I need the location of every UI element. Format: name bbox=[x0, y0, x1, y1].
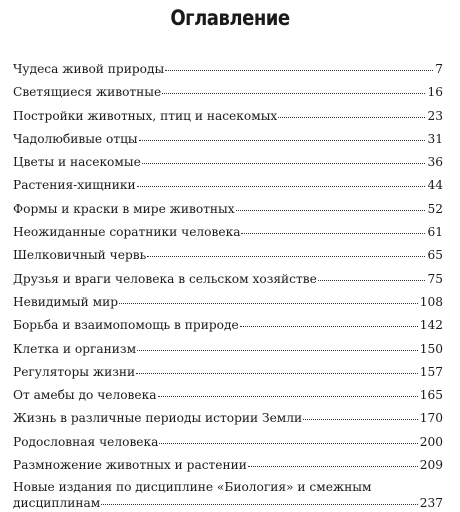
toc-entry-label: Чадолюбивые отцы bbox=[13, 131, 138, 146]
toc-entry-label: Родословная человека bbox=[13, 434, 159, 449]
toc-entry-label: Неожиданные соратники человека bbox=[13, 225, 241, 240]
toc-entry[interactable] bbox=[13, 247, 443, 270]
toc-entry-label: Светящиеся животные bbox=[13, 85, 162, 100]
toc-entry[interactable] bbox=[13, 341, 443, 364]
toc-entry[interactable] bbox=[13, 177, 443, 200]
toc-entry-page: 61 bbox=[427, 225, 443, 240]
toc-entry-label: Формы и краски в мире животных bbox=[13, 201, 235, 216]
dot-leader bbox=[142, 163, 426, 164]
dot-leader bbox=[139, 140, 426, 141]
dot-leader bbox=[240, 326, 418, 327]
dot-leader bbox=[318, 280, 426, 281]
toc-entry[interactable] bbox=[13, 84, 443, 107]
toc-entry-label: Размножение животных и растении bbox=[13, 458, 247, 473]
toc-entry-page: 7 bbox=[435, 62, 443, 76]
toc-entry-label: Чудеса живой природы bbox=[13, 62, 165, 76]
toc-entry[interactable] bbox=[13, 201, 443, 224]
dot-leader bbox=[162, 93, 425, 94]
toc-entry[interactable] bbox=[13, 410, 443, 433]
toc-entry-page: 150 bbox=[419, 341, 443, 356]
toc-entry-label: Невидимый мир bbox=[13, 294, 119, 309]
toc-entry-page: 170 bbox=[419, 411, 443, 426]
toc-entry[interactable] bbox=[13, 108, 443, 131]
toc-entry[interactable] bbox=[13, 317, 443, 340]
toc-entry-page: 237 bbox=[419, 496, 443, 511]
dot-leader bbox=[278, 117, 425, 118]
toc-entry[interactable] bbox=[13, 154, 443, 177]
dot-leader bbox=[158, 396, 418, 397]
dot-leader bbox=[165, 70, 433, 71]
toc-entry[interactable] bbox=[13, 457, 443, 480]
toc-entry-page: 75 bbox=[427, 271, 443, 286]
toc-entry-page: 157 bbox=[419, 364, 443, 379]
table-of-contents bbox=[13, 61, 443, 512]
toc-entry-page: 108 bbox=[419, 294, 443, 309]
toc-entry-label: Шелковичный червь bbox=[13, 248, 147, 263]
toc-entry-label-line2-row bbox=[13, 495, 443, 512]
dot-leader bbox=[137, 186, 426, 187]
toc-entry-page: 36 bbox=[427, 155, 443, 170]
toc-entry-page: 200 bbox=[419, 434, 443, 449]
toc-entry[interactable] bbox=[13, 61, 443, 84]
dot-leader bbox=[137, 350, 418, 351]
toc-entry[interactable] bbox=[13, 131, 443, 154]
toc-entry-label: Постройки животных, птиц и насекомых bbox=[13, 108, 278, 123]
toc-entry-label: Цветы и насекомые bbox=[13, 155, 141, 170]
page-title: Оглавление bbox=[170, 6, 290, 30]
toc-entry-page: 31 bbox=[427, 131, 443, 146]
dot-leader bbox=[248, 466, 418, 467]
dot-leader bbox=[147, 256, 425, 257]
toc-entry-page: 44 bbox=[427, 178, 443, 193]
toc-entry-label-line1: Новые издания по дисциплине «Биология» и смежным bbox=[13, 480, 372, 495]
toc-entry-page: 23 bbox=[427, 108, 443, 123]
toc-entry-page: 165 bbox=[419, 388, 443, 403]
toc-entry-label: Борьба и взаимопомощь в природе bbox=[13, 318, 239, 333]
toc-entry[interactable] bbox=[13, 294, 443, 317]
toc-entry[interactable] bbox=[13, 364, 443, 387]
dot-leader bbox=[303, 419, 418, 420]
toc-entry-label: Друзья и враги человека в сельском хозяйстве bbox=[13, 271, 317, 286]
toc-entry-page: 65 bbox=[427, 248, 443, 263]
toc-entry[interactable] bbox=[13, 224, 443, 247]
dot-leader bbox=[241, 233, 425, 234]
toc-entry-label: Растения-хищники bbox=[13, 178, 136, 193]
toc-entry[interactable] bbox=[13, 480, 443, 512]
toc-entry-page: 16 bbox=[427, 85, 443, 100]
dot-leader bbox=[119, 303, 418, 304]
toc-entry[interactable] bbox=[13, 271, 443, 294]
toc-entry-label: Клетка и организм bbox=[13, 341, 137, 356]
toc-entry[interactable] bbox=[13, 387, 443, 410]
dot-leader bbox=[236, 210, 426, 211]
toc-entry-label-line2: дисциплинам bbox=[13, 496, 101, 511]
toc-entry-label: От амебы до человека bbox=[13, 388, 157, 403]
dot-leader bbox=[101, 504, 417, 505]
toc-entry[interactable] bbox=[13, 434, 443, 457]
toc-entry-page: 142 bbox=[419, 318, 443, 333]
toc-entry-page: 209 bbox=[419, 458, 443, 473]
dot-leader bbox=[159, 443, 417, 444]
toc-entry-page: 52 bbox=[427, 201, 443, 216]
toc-entry-label: Регуляторы жизни bbox=[13, 364, 136, 379]
dot-leader bbox=[136, 373, 418, 374]
toc-entry-label: Жизнь в различные периоды истории Земли bbox=[13, 411, 303, 426]
